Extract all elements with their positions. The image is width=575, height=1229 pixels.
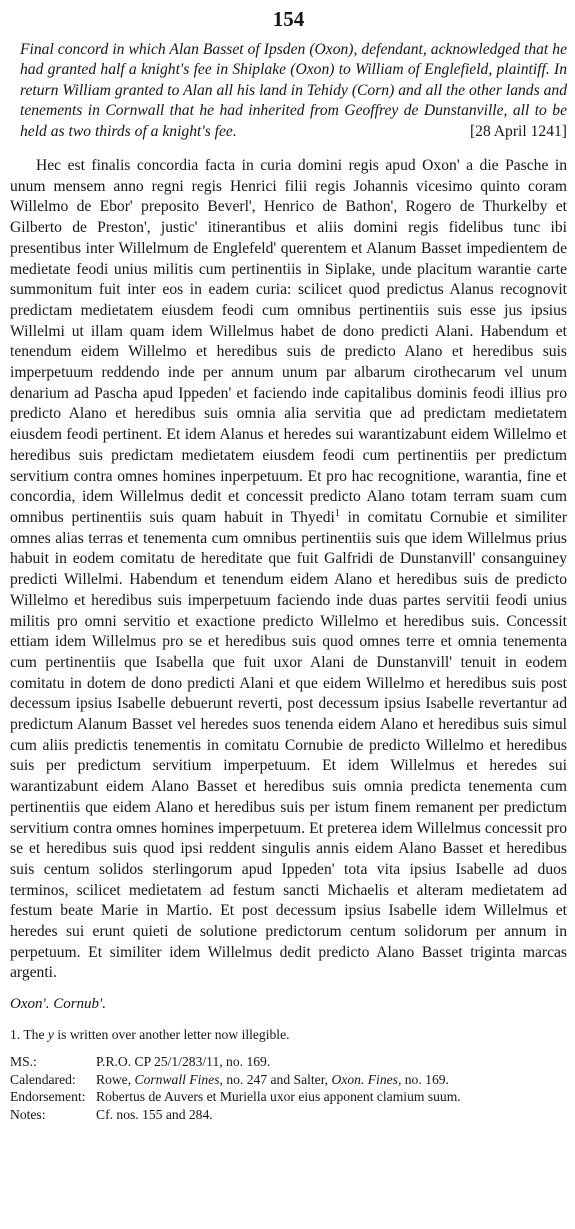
references-block — [10, 1053, 567, 1123]
footnote-number: 1. — [10, 1027, 21, 1043]
reference-label: Endorsement: — [10, 1089, 86, 1105]
reference-label: Calendared: — [10, 1071, 76, 1087]
reference-label: MS.: — [10, 1054, 37, 1070]
reference-calendared — [10, 1071, 567, 1089]
reference-value: P.R.O. CP 25/1/283/11, no. 169. — [96, 1054, 271, 1070]
calendared-middle: no. 247 and Salter, — [226, 1071, 329, 1087]
county-endorsement: Oxon'. Cornub'. — [10, 996, 106, 1013]
page-number: 154 — [272, 7, 305, 31]
reference-ms — [10, 1053, 567, 1071]
calendared-title-2: Oxon. Fines, — [331, 1071, 402, 1087]
reference-value: Cf. nos. 155 and 284. — [96, 1106, 213, 1122]
calendared-author-1: Rowe, — [96, 1071, 132, 1087]
calendared-end: no. 169. — [404, 1071, 449, 1087]
footnote-text-after: is written over another letter now illegible. — [57, 1027, 290, 1043]
transcription-part-2: in comitatu Cornubie et similiter omnes alias terras et tenementa cum omnibus pertinentiis suis que idem Willelmus prius habuit in eodem comitatu de hereditate que fuit Galfridi de Dunstanvill' consanguiney predicti Willelmi. Habendum et tenendum eidem Alano et heredibus suis de predicto Willelmo et heredibus suis imperpetuum faciendo inde duas partes servitii feodi unius militis pro omni servitio et exactione predicto Willelmo et heredibus suis. Concessit ettiam idem Willelmus pro se et heredibus suis quod omnes terre et omnia tenementa cum pertinentiis que Isabella que fuit uxor Alani de Dunstanvill' tenuit in eodem comitatu in dotem de dono predicti Alani et que eidem Willelmo et heredibus suis post decessum ipsius Isabelle debuerunt reverti, post decessum ipsius Isabelle revertantur ad predictum Alanum Basset vel heredes suos tenenda eidem Alano et heredibus suis simul cum aliis predictis tenementis in comitatu Cornubie de predicto Willelmo et heredibus suis per predictum servitium imperpetuum. Et idem Willelmus et heredes sui warantizabunt eidem Alano Basset et heredibus suis omnia predicta tenementa cum pertinentiis que eidem Alano et heredibus suis per istum finem remanent per predictum servitium contra omnes homines imperpetuum. Et preterea idem Willelmus concessit pro se et heredibus suis quod ipsi reddent singulis annis eidem Alano Basset et heredibus suis centum solidos sterlingorum apud Ippeden' tota vita ipsius Isabelle ad duos terminos, scilicet medietatem ad festum sancti Michaelis et alteram medietatem ad festum beate Marie in Martio. Et post decessum ipsius Isabelle idem Willelmus et heredes sui erunt quieti de solutione predictorum centum solidorum per annum in perpetuum. Et similiter idem Willelmus dedit predicto Alano Basset triginta marcas argenti. — [10, 508, 568, 982]
reference-notes — [10, 1106, 567, 1124]
reference-value: Robertus de Auvers et Muriella uxor eius apponent clamium suum. — [96, 1089, 461, 1105]
reference-endorsement — [10, 1088, 567, 1106]
reference-value — [96, 1071, 567, 1089]
footnote-text-before: The — [23, 1027, 45, 1043]
footnote-letter: y — [47, 1027, 54, 1043]
latin-transcription — [10, 156, 567, 984]
footnote-marker: 1 — [334, 507, 340, 519]
reference-label: Notes: — [10, 1106, 46, 1122]
document-summary — [20, 40, 567, 142]
summary-text: Final concord in which Alan Basset of Ipsden (Oxon), defendant, acknowledged that he had granted half a knight's fee in Shiplake (Oxon) to William of Englefield, plaintiff. In return William granted to Alan all his land in Tehidy (Corn) and all the other lands and tenements in Cornwall that he had inherited from Geoffrey de Dunstanville, all to be held as two thirds of a knight's fee. — [20, 41, 567, 140]
calendared-title-1: Cornwall Fines, — [134, 1071, 223, 1087]
footnote — [10, 1027, 567, 1043]
transcription-part-1: Hec est finalis concordia facta in curia domini regis apud Oxon' a die Pasche in unum mensem anno regni regis Henrici filii regis Johannis vicesimo quinto coram Willelmo de Ebor' preposito Beverl', Henrico de Bathon', Rogero de Thurkelby et Gilberto de Preston', justic' itinerantibus et aliis domini regis fidelibus tunc ibi presentibus inter Willelmum de Englefeld' querentem et Alanum Basset impedientem de medietate feodi unius militis cum pertinentiis in Siplake, unde placitum warantie carte summonitum fuit inter eos in eadem curia: scilicet quod predictus Alanus recognovit predictam medietatem eiusdem feodi cum omnibus pertinentiis suis esse jus ipsius Willelmi ut illam quam idem Willelmus habet de dono predicti Alani. Habendum et tenendum eidem Willelmo et heredibus suis de predicto Alano et heredibus suis imperpetuum reddendo inde per annum unum par albarum cirothecarum vel unum denarium ad Pascha apud Ippeden' et faciendo inde capitalibus dominis feodi illius pro predicto Alano et heredibus suis omnia alia servitia que ad predictam medietatem eiusdem feodi pertinent. Et idem Alanus et heredes sui warantizabunt eidem Willelmo et heredibus suis predictam medietatem eiusdem feodi cum pertinentiis per predictum servitium contra omnes homines inperpetuum. Et pro hac recognitione, warantia, fine et concordia, idem Willelmus dedit et concessit predicto Alano totam terram suam cum omnibus pertinentiis suis quam habuit in Thyedi — [10, 157, 567, 526]
document-date: [28 April 1241] — [469, 122, 567, 140]
